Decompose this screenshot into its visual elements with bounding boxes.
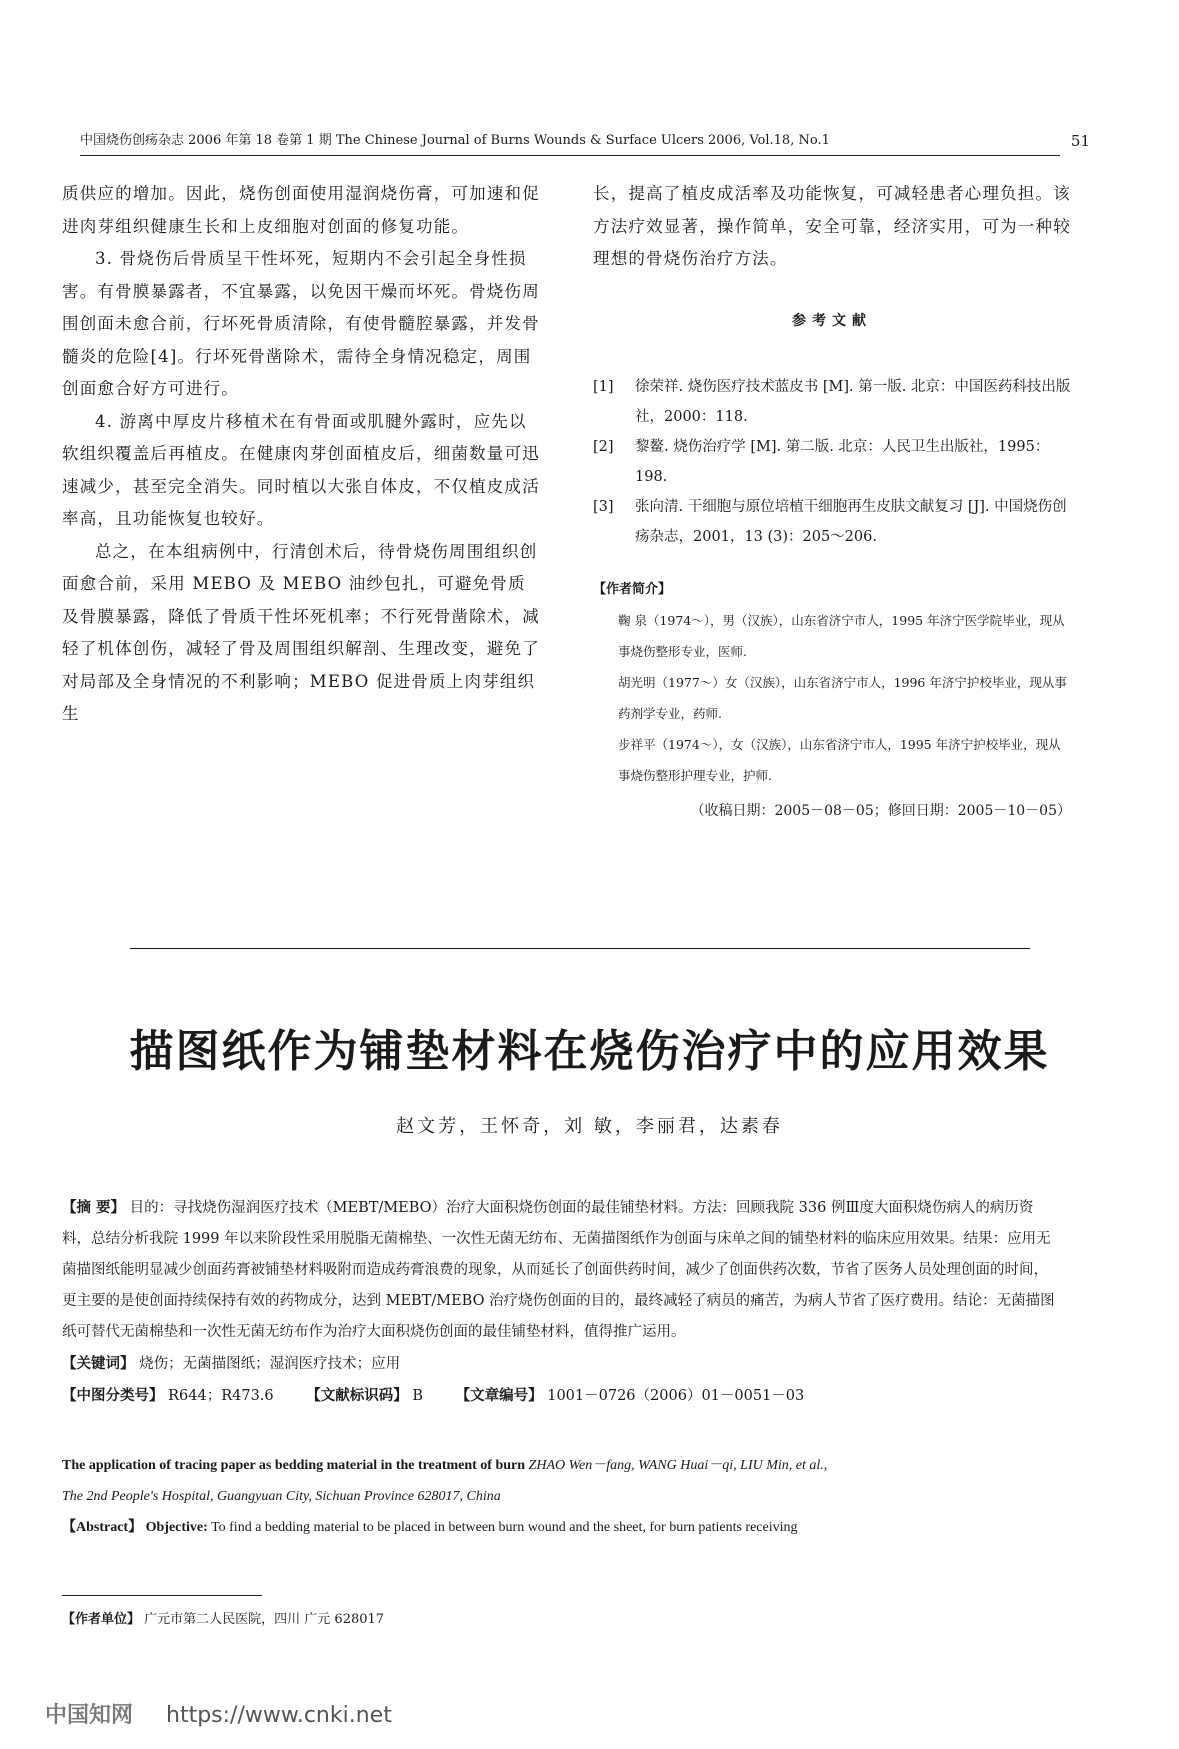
reference-text: 张向清. 干细胞与原位培植干细胞再生皮肤文献复习 [J]. 中国烧伤创疡杂志，2001，13 (3)：205～206. — [635, 499, 1067, 545]
author-name: 步祥平 — [618, 737, 656, 752]
reference-text: 黎鳌. 烧伤治疗学 [M]. 第二版. 北京：人民卫生出版社，1995：198. — [635, 439, 1050, 485]
author-bio-text: （1974～），女（汉族），山东省济宁市人，1995 年济宁护校毕业，现从事烧伤整形护理专业，护师. — [618, 737, 1061, 783]
author-bio-item — [593, 605, 1071, 667]
cls-label: 【中图分类号】 — [62, 1387, 164, 1404]
footnote-rule — [62, 1595, 262, 1596]
reference-text: 徐荣祥. 烧伤医疗技术蓝皮书 [M]. 第一版. 北京：中国医药科技出版社，2000：118. — [635, 379, 1071, 425]
running-header — [80, 130, 1090, 152]
cnki-logo: 中国知网 — [45, 1703, 134, 1728]
reference-item — [593, 492, 1071, 552]
author-bio-title: 【作者简介】 — [593, 582, 672, 597]
keywords-text: 烧伤；无菌描图纸；湿润医疗技术；应用 — [139, 1356, 401, 1372]
abstract-text: 目的：寻找烧伤湿润医疗技术（MEBT/MEBO）治疗大面积烧伤创面的最佳铺垫材料。方法：回顾我院 336 例Ⅲ度大面积烧伤病人的病历资料，总结分析我院 1999 年以来阶段性采用脱脂无菌棉垫、一次性无菌无纺布、无菌描图纸作为创面与床单之间的铺垫材料的临床应用效果。结果：应用无菌描图纸能明显减少创面药膏被铺垫材料吸附而造成药膏浪费的现象，从而延长了创面供药时间，减少了创面供药次数，节省了医务人员处理创面的时间，更主要的是使创面持续保持有效的药物成分，达到 MEBT/MEBO 治疗烧伤创面的目的，最终减轻了病员的痛苦，为病人节省了医疗费用。结论：无菌描图纸可替代无菌棉垫和一次性无菌无纺布作为治疗大面积烧伤创面的最佳铺垫材料，值得推广运用。 — [62, 1200, 1055, 1340]
article-title: 描图纸作为铺垫材料在烧伤治疗中的应用效果 — [129, 1026, 1050, 1077]
keywords-row — [62, 1348, 1062, 1380]
references-list — [593, 372, 1071, 552]
english-affiliation: The 2nd People's Hospital, Guangyuan City, Sichuan Province 628017, China — [62, 1489, 501, 1504]
author-bio-text: （1974～），男（汉族），山东省济宁市人，1995 年济宁医学院毕业，现从事烧伤整形专业，医师. — [618, 613, 1065, 659]
chinese-abstract — [62, 1192, 1062, 1412]
paragraph: 长，提高了植皮成活率及功能恢复，可减轻患者心理负担。该方法疗效显著，操作简单，安全可靠，经济实用，可为一种较理想的骨烧伤治疗方法。 — [593, 184, 1071, 268]
author-name: 胡光明 — [618, 675, 656, 690]
cls-value: R644；R473.6 — [168, 1388, 274, 1404]
paragraph: 总之，在本组病例中，行清创术后，待骨烧伤周围组织创面愈合前，采用 MEBO 及 MEBO 油纱包扎，可避免骨质及骨膜暴露，降低了骨质干性坏死机率；不行死骨凿除术，减轻了机体创伤，减轻了骨及周围组织解剖、生理改变，避免了对局部及全身情况的不利影响；MEBO 促进骨质上肉芽组织生 — [62, 541, 540, 723]
paragraph: 质供应的增加。因此，烧伤创面使用湿润烧伤膏，可加速和促进肉芽组织健康生长和上皮细胞对创面的修复功能。 — [62, 184, 540, 236]
reference-number: [1] — [593, 379, 614, 395]
english-abstract-label: 【Abstract】 — [62, 1520, 143, 1535]
right-column — [593, 178, 1071, 276]
objective-label: Objective: — [145, 1520, 208, 1535]
objective-text: To find a bedding material to be placed in between burn wound and the sheet, for burn patients receiving — [211, 1520, 798, 1535]
author-bio-item — [593, 729, 1071, 791]
author-bio-list — [593, 605, 1071, 791]
reference-number: [3] — [593, 499, 614, 515]
page-number: 51 — [1070, 132, 1090, 150]
author-name: 鞠 泉 — [618, 613, 647, 628]
reference-item — [593, 372, 1071, 432]
paragraph: 3. 骨烧伤后骨质呈干性坏死，短期内不会引起全身性损害。有骨膜暴露者，不宜暴露，以免因干燥而坏死。骨烧伤周围创面未愈合前，行坏死骨质清除，有使骨髓腔暴露，并发骨髓炎的危险[4]。行坏死骨凿除术，需待全身情况稳定，周围创面愈合好方可进行。 — [62, 249, 540, 398]
received-dates: （收稿日期：2005－08－05；修回日期：2005－10－05） — [690, 803, 1071, 819]
abstract-paragraph — [62, 1192, 1062, 1348]
english-title: The application of tracing paper as bedding material in the treatment of burn — [62, 1458, 526, 1473]
english-title-line — [62, 1450, 1072, 1481]
paragraph: 4. 游离中厚皮片移植术在有骨面或肌腱外露时，应先以软组织覆盖后再植皮。在健康肉芽创面植皮后，细菌数量可迅速减少，甚至完全消失。同时植以大张自体皮，不仅植皮成活率高，且功能恢复也较好。 — [62, 411, 540, 528]
reference-item — [593, 432, 1071, 492]
doc-code-value: B — [412, 1388, 424, 1404]
english-abstract-line — [62, 1512, 1072, 1543]
references-title: 参考文献 — [792, 313, 872, 329]
article-authors: 赵文芳，王怀奇，刘 敏，李丽君，达素春 — [396, 1116, 783, 1137]
author-bio-text: （1977～）女（汉族），山东省济宁市人，1996 年济宁护校毕业，现从事药剂学专业，药师. — [618, 675, 1067, 721]
header-rule — [80, 155, 1060, 156]
english-abstract — [62, 1450, 1072, 1543]
left-column — [62, 178, 540, 731]
english-affiliation-line — [62, 1481, 1072, 1512]
footnote-label: 【作者单位】 — [62, 1612, 141, 1627]
footnote-text: 广元市第二人民医院，四川 广元 628017 — [144, 1612, 385, 1627]
author-bio-item — [593, 667, 1071, 729]
classification-row — [62, 1380, 1062, 1412]
reference-number: [2] — [593, 439, 614, 455]
article-number-label: 【文章编号】 — [455, 1387, 543, 1404]
keywords-label: 【关键词】 — [62, 1355, 135, 1372]
english-authors: ZHAO Wen－fang, WANG Huai－qi, LIU Min, et al., — [528, 1458, 828, 1473]
doc-code-label: 【文献标识码】 — [306, 1387, 408, 1404]
abstract-label: 【摘 要】 — [62, 1199, 126, 1216]
article-separator — [130, 948, 1030, 949]
article-number-value: 1001－0726（2006）01－0051－03 — [547, 1388, 805, 1404]
cnki-url[interactable]: https://www.cnki.net — [166, 1703, 392, 1728]
footnote — [62, 1608, 384, 1627]
journal-header-text: 中国烧伤创疡杂志 2006 年第 18 卷第 1 期 The Chinese Journal of Burns Wounds & Surface Ulcers 2006, Vol.18, No.1 — [80, 133, 830, 148]
source-footer — [45, 1698, 392, 1729]
